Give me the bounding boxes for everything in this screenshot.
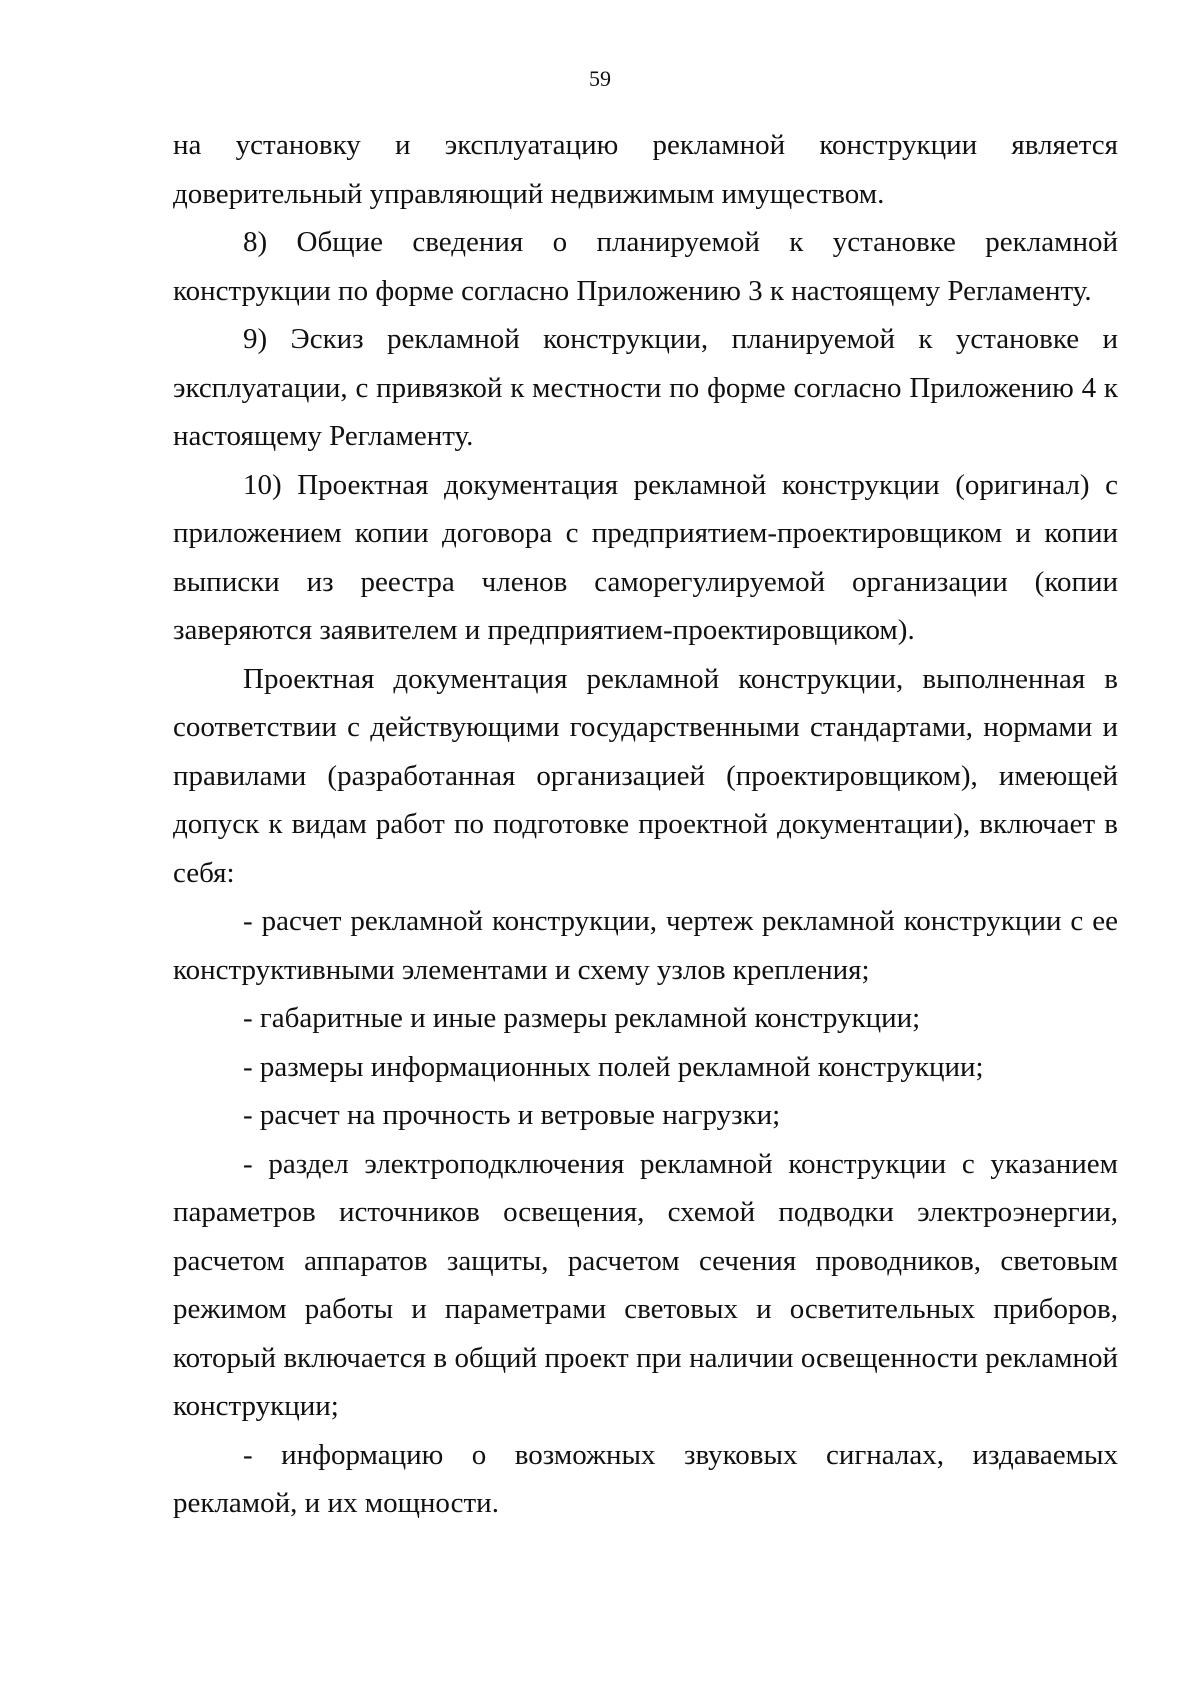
- document-body: [173, 121, 1118, 1528]
- paragraph-item-8: 8) Общие сведения о планируемой к установке рекламной конструкции по форме согласно Приложению 3 к настоящему Регламенту.: [173, 226, 1118, 307]
- paragraph-item-10: 10) Проектная документация рекламной конструкции (оригинал) с приложением копии договора с предприятием-проектировщиком и копии выписки из реестра членов саморегулируемой организации (копии заверяются заявителем и предприятием-проектировщиком).: [173, 468, 1118, 646]
- bullet-item-electrical: - раздел электроподключения рекламной конструкции с указанием параметров источников освещения, схемой подводки электроэнергии, расчетом аппаратов защиты, расчетом сечения проводников, световым режимом работы и параметрами световых и осветительных приборов, который включается в общий проект при наличии освещенности рекламной конструкции;: [173, 1147, 1118, 1422]
- bullet-item-sound: - информацию о возможных звуковых сигналах, издаваемых рекламой, и их мощности.: [173, 1438, 1118, 1519]
- bullet-item-strength: - расчет на прочность и ветровые нагрузки;: [243, 1099, 781, 1131]
- page-number: 59: [589, 66, 611, 91]
- paragraph-continuation: на установку и эксплуатацию рекламной конструкции является доверительный управляющий недвижимым имуществом.: [173, 129, 1118, 210]
- paragraph-project-docs: Проектная документация рекламной конструкции, выполненная в соответствии с действующими государственными стандартами, нормами и правилами (разработанная организацией (проектировщиком), имеющей допуск к видам работ по подготовке проектной документации), включает в себя:: [173, 662, 1118, 889]
- bullet-item-calculation: - расчет рекламной конструкции, чертеж рекламной конструкции с ее конструктивными элементами и схему узлов крепления;: [173, 905, 1118, 986]
- paragraph-item-9: 9) Эскиз рекламной конструкции, планируемой к установке и эксплуатации, с привязкой к местности по форме согласно Приложению 4 к настоящему Регламенту.: [173, 323, 1118, 452]
- bullet-item-info-fields: - размеры информационных полей рекламной конструкции;: [243, 1050, 984, 1083]
- bullet-item-dimensions: - габаритные и иные размеры рекламной конструкции;: [243, 1002, 921, 1034]
